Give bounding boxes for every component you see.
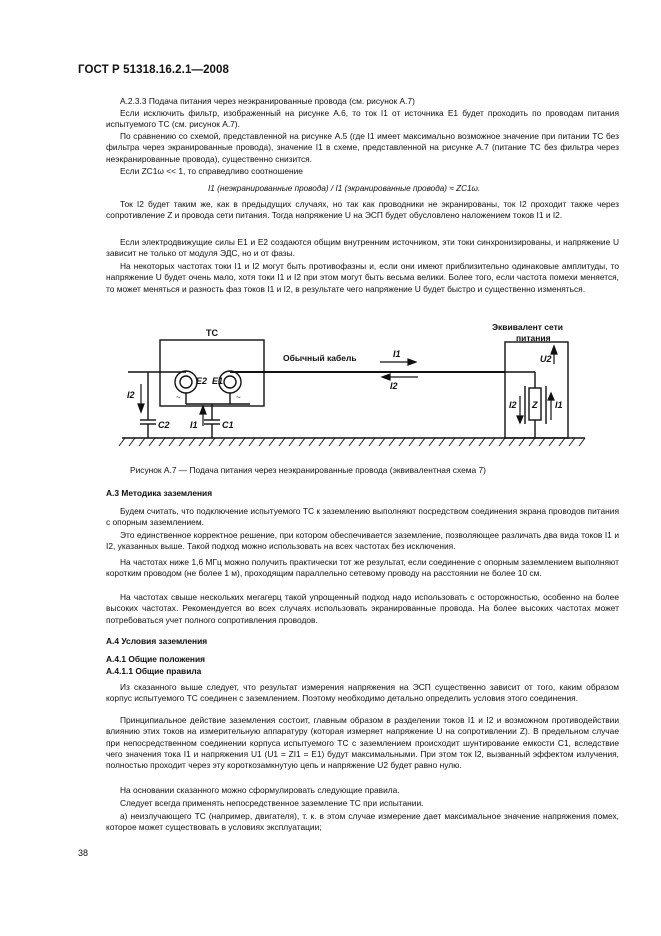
paragraph: По сравнению со схемой, представленной на рисунке А.5 (где I1 имеет максимально возможное значение при питании ТС без фильтра через экранированные провода), значение I1 в схеме, представленной на рисунке А.7 (питание ТС без фильтра через неэкранированные провода), существенно снизится.	[106, 131, 619, 164]
label-z: Z	[532, 400, 538, 410]
section-heading-a3: А.3 Методика заземления	[106, 488, 213, 498]
label-i2-left: I2	[127, 390, 135, 400]
paragraph: Это единственное корректное решение, при котором обеспечивается заземление, позволяющее различать два вида токов I1 и I2, указанных выше. Такой подход можно использовать на всех частотах без исключения.	[106, 530, 619, 552]
section-heading-a411: А.4.1.1 Общие правила	[106, 666, 202, 676]
label-i1-top: I1	[393, 349, 401, 359]
label-tilde-right: ~	[236, 393, 241, 402]
paragraph: Будем считать, что подключение испытуемого ТС к заземлению выполняют посредством соединения экрана проводов питания с опорным заземлением.	[106, 506, 619, 528]
paragraph: Если ZC1ω << 1, то справедливо соотношение	[120, 166, 303, 176]
paragraph: А.2.3.3 Подача питания через неэкранированные провода (см. рисунок А.7)	[120, 96, 415, 106]
label-e2: E2	[196, 376, 208, 386]
formula: I1 (неэкранированные провода) / I1 (экранированные провода) ≈ ZC1ω.	[208, 184, 481, 193]
paragraph: Если исключить фильтр, изображенный на рисунке А.6, то ток I1 от источника E1 будет проходить по проводам питания испытуемого ТС (см. рисунок А.7).	[106, 108, 619, 130]
label-e1: E1	[212, 376, 224, 386]
label-mains-1: Эквивалент сети	[492, 322, 563, 332]
page-number: 38	[78, 848, 89, 858]
paragraph: Следует всегда применять непосредственное заземление ТС при испытании.	[120, 798, 424, 808]
paragraph: Принципиальное действие заземления состоит, главным образом в разделении токов I1 и I2 и возможном противодействии влиянию этих токов на измерительную аппаратуру (которая измеряет напряжение U на сопротивлении Z). В предельном случае при непосредственном соединении корпуса испытуемого ТС с заземлением происходит шунтирование емкости C1, вследствие чего значения тока I1 и напряжения U1 (U1 = ZI1 = E1) будут максимальными. При этом ток I2, вызванный эффектом излучения, полностью проходит через эту короткозамкнутую цепь и напряжение U2 будет равно нулю.	[106, 715, 619, 771]
label-c2: C2	[158, 420, 170, 430]
paragraph: На частотах ниже 1,6 МГц можно получить практически тот же результат, если соединение с опорным заземлением выполняют коротким проводом (не более 1 м), проходящим параллельно сетевому проводу на расстоянии не более 10 см.	[106, 557, 619, 579]
paragraph: Если электродвижущие силы E1 и E2 создаются общим внутренним источником, эти токи синхронизированы, и напряжение U зависит не только от модуля ЭДС, но и от фазы.	[106, 237, 619, 259]
label-i2-right: I2	[509, 400, 517, 410]
paragraph: На некоторых частотах токи I1 и I2 могут быть противофазны и, если они имеют приблизительно одинаковые амплитуды, то напряжение U будет очень мало, хотя токи I1 и I2 при этом могут быть весьма велики. Более того, если частота помехи меняется, то может меняться и разность фаз токов I1 и I2, в результате чего напряжение U будет быстро и существенно изменяться.	[106, 261, 619, 294]
label-i1-right: I1	[555, 400, 563, 410]
figure-caption: Рисунок А.7 — Подача питания через неэкранированные провода (эквивалентная схема 7)	[130, 465, 486, 475]
e2-source	[175, 371, 197, 393]
label-i2-top: I2	[390, 381, 398, 391]
paragraph: На частотах свыше нескольких мегагерц такой упрощенный подход надо использовать с осторожностью, особенно на более высоких частотах. Рекомендуется во всех случаях использовать экранированные провода. На более высоких частотах может потребоваться учет полного сопротивления проводов.	[106, 592, 619, 625]
label-tc: ТС	[206, 328, 218, 338]
section-heading-a4: А.4 Условия заземления	[106, 636, 208, 646]
label-u2: U2	[540, 354, 552, 364]
section-heading-a41: А.4.1 Общие положения	[106, 654, 205, 664]
document-header: ГОСТ Р 51318.16.2.1—2008	[78, 64, 230, 76]
paragraph: На основании сказанного можно сформулировать следующие правила.	[120, 785, 400, 795]
label-tilde-left: ~	[176, 393, 181, 402]
label-cable: Обычный кабель	[283, 353, 357, 363]
label-mains-2: питания	[516, 333, 551, 343]
mains-equivalent-box	[505, 342, 568, 438]
label-i1-bottom: I1	[190, 420, 198, 430]
paragraph: Ток I2 будет таким же, как в предыдущих случаях, но так как проводники не экранированы, ток I2 проходит также через сопротивление Z и провода сети питания. Тогда напряжение U на ЭСП будет обусловлено наложением токов I1 и I2.	[106, 199, 619, 221]
label-c1: C1	[222, 420, 234, 430]
paragraph: а) неизлучающего ТС (например, двигателя), т. к. в этом случае измерение дает максимальное значение напряжения помех, которое может существовать в условиях эксплуатации;	[106, 811, 619, 833]
paragraph: Из сказанного выше следует, что результат измерения напряжения на ЭСП существенно зависит от того, каким образом корпус испытуемого ТС соединен с заземлением. Поэтому необходимо детально определить условия этого соединения.	[106, 682, 619, 704]
